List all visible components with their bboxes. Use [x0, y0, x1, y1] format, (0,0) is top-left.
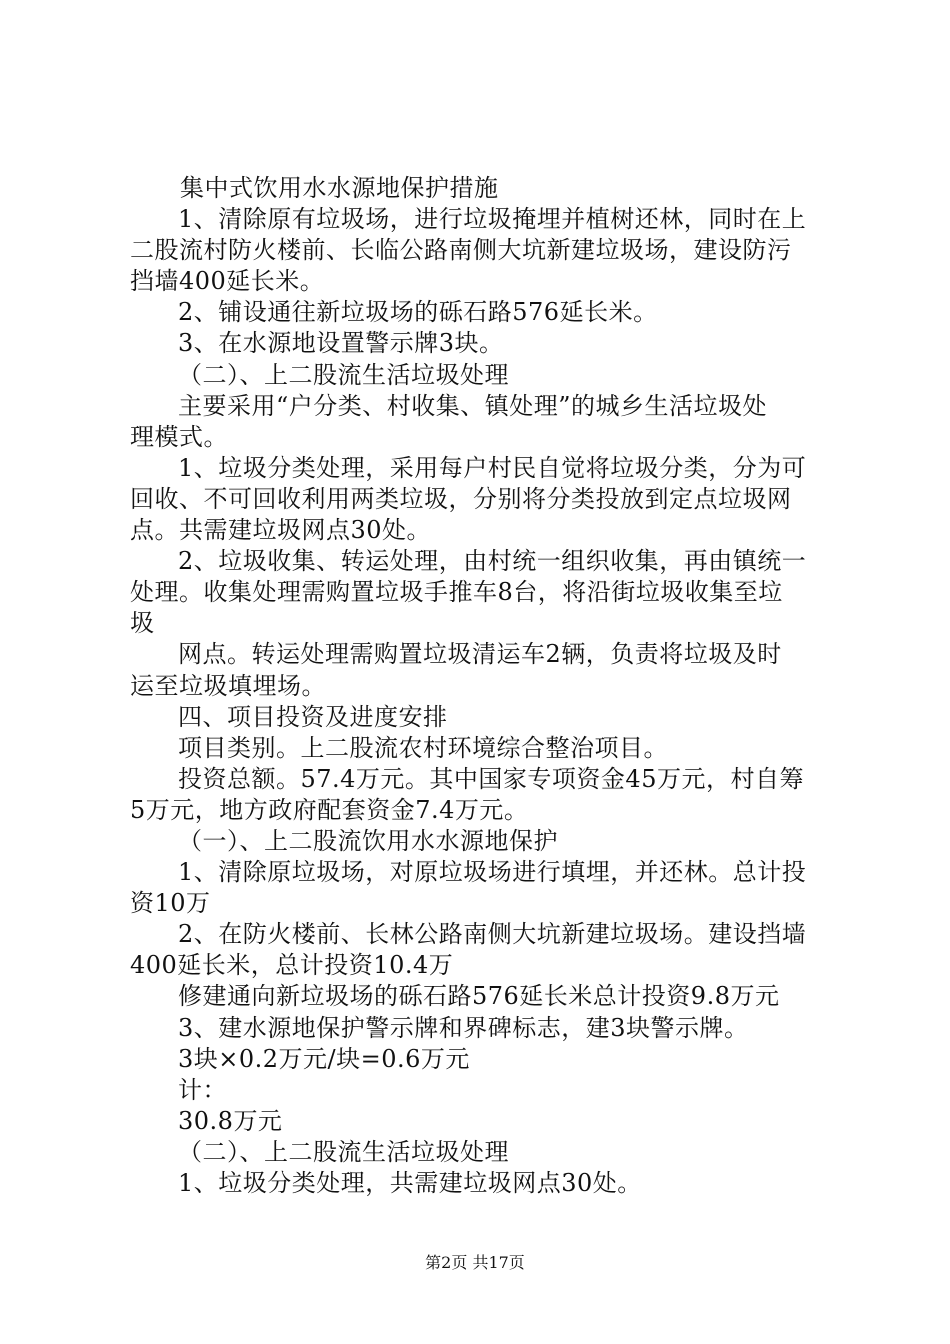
text-line: 2、铺设通往新垃圾场的砾石路576延长米。: [178, 298, 658, 326]
text-line: 网点。转运处理需购置垃圾清运车2辆，负责将垃圾及时: [178, 640, 782, 668]
text-line: 处理。收集处理需购置垃圾手推车8台，将沿街垃圾收集至垃: [130, 578, 783, 606]
text-line: 点。共需建垃圾网点30处。: [130, 516, 432, 544]
text-line: 运至垃圾填埋场。: [130, 672, 326, 700]
text-line: 2、在防火楼前、长林公路南侧大坑新建垃圾场。建设挡墙: [178, 920, 807, 948]
text-line: （一）、上二股流饮用水水源地保护: [178, 827, 558, 855]
text-line: 1、清除原有垃圾场，进行垃圾掩埋并植树还林，同时在上: [178, 205, 807, 233]
text-line: 30.8万元: [178, 1107, 283, 1135]
text-line: 集中式饮用水水源地保护措施: [180, 174, 499, 202]
text-line: 3块×0.2万元/块=0.6万元: [178, 1045, 470, 1073]
text-line: 计：: [178, 1076, 227, 1104]
text-line: 5万元，地方政府配套资金7.4万元。: [130, 796, 529, 824]
text-line: 圾: [130, 609, 155, 637]
text-line: 理模式。: [130, 423, 228, 451]
text-line: （二）、上二股流生活垃圾处理: [178, 361, 509, 389]
text-line: 1、垃圾分类处理，采用每户村民自觉将垃圾分类，分为可: [178, 454, 807, 482]
page-footer: 第2页 共17页: [425, 1253, 525, 1272]
text-line: 回收、不可回收利用两类垃圾，分别将分类投放到定点垃圾网: [130, 485, 792, 513]
text-line: 1、清除原垃圾场，对原垃圾场进行填埋，并还林。总计投: [178, 858, 807, 886]
text-line: 3、在水源地设置警示牌3块。: [178, 329, 504, 357]
text-line: 修建通向新垃圾场的砾石路576延长米总计投资9.8万元: [178, 982, 780, 1010]
text-line: 400延长米，总计投资10.4万: [130, 951, 454, 979]
text-line: 3、建水源地保护警示牌和界碑标志，建3块警示牌。: [178, 1014, 749, 1042]
text-line: 挡墙400延长米。: [130, 267, 325, 295]
text-line: 四、项目投资及进度安排: [178, 703, 448, 731]
text-line: 投资总额。57.4万元。其中国家专项资金45万元，村自筹: [178, 765, 804, 793]
text-line: 项目类别。上二股流农村环境综合整治项目。: [178, 734, 668, 762]
text-line: 二股流村防火楼前、长临公路南侧大坑新建垃圾场，建设防污: [130, 236, 792, 264]
text-line: 主要采用“户分类、村收集、镇处理”的城乡生活垃圾处: [178, 392, 768, 420]
text-line: 2、垃圾收集、转运处理，由村统一组织收集，再由镇统一: [178, 547, 807, 575]
text-line: 资10万: [130, 889, 211, 917]
text-line: 1、垃圾分类处理，共需建垃圾网点30处。: [178, 1169, 642, 1197]
text-line: （二）、上二股流生活垃圾处理: [178, 1138, 509, 1166]
